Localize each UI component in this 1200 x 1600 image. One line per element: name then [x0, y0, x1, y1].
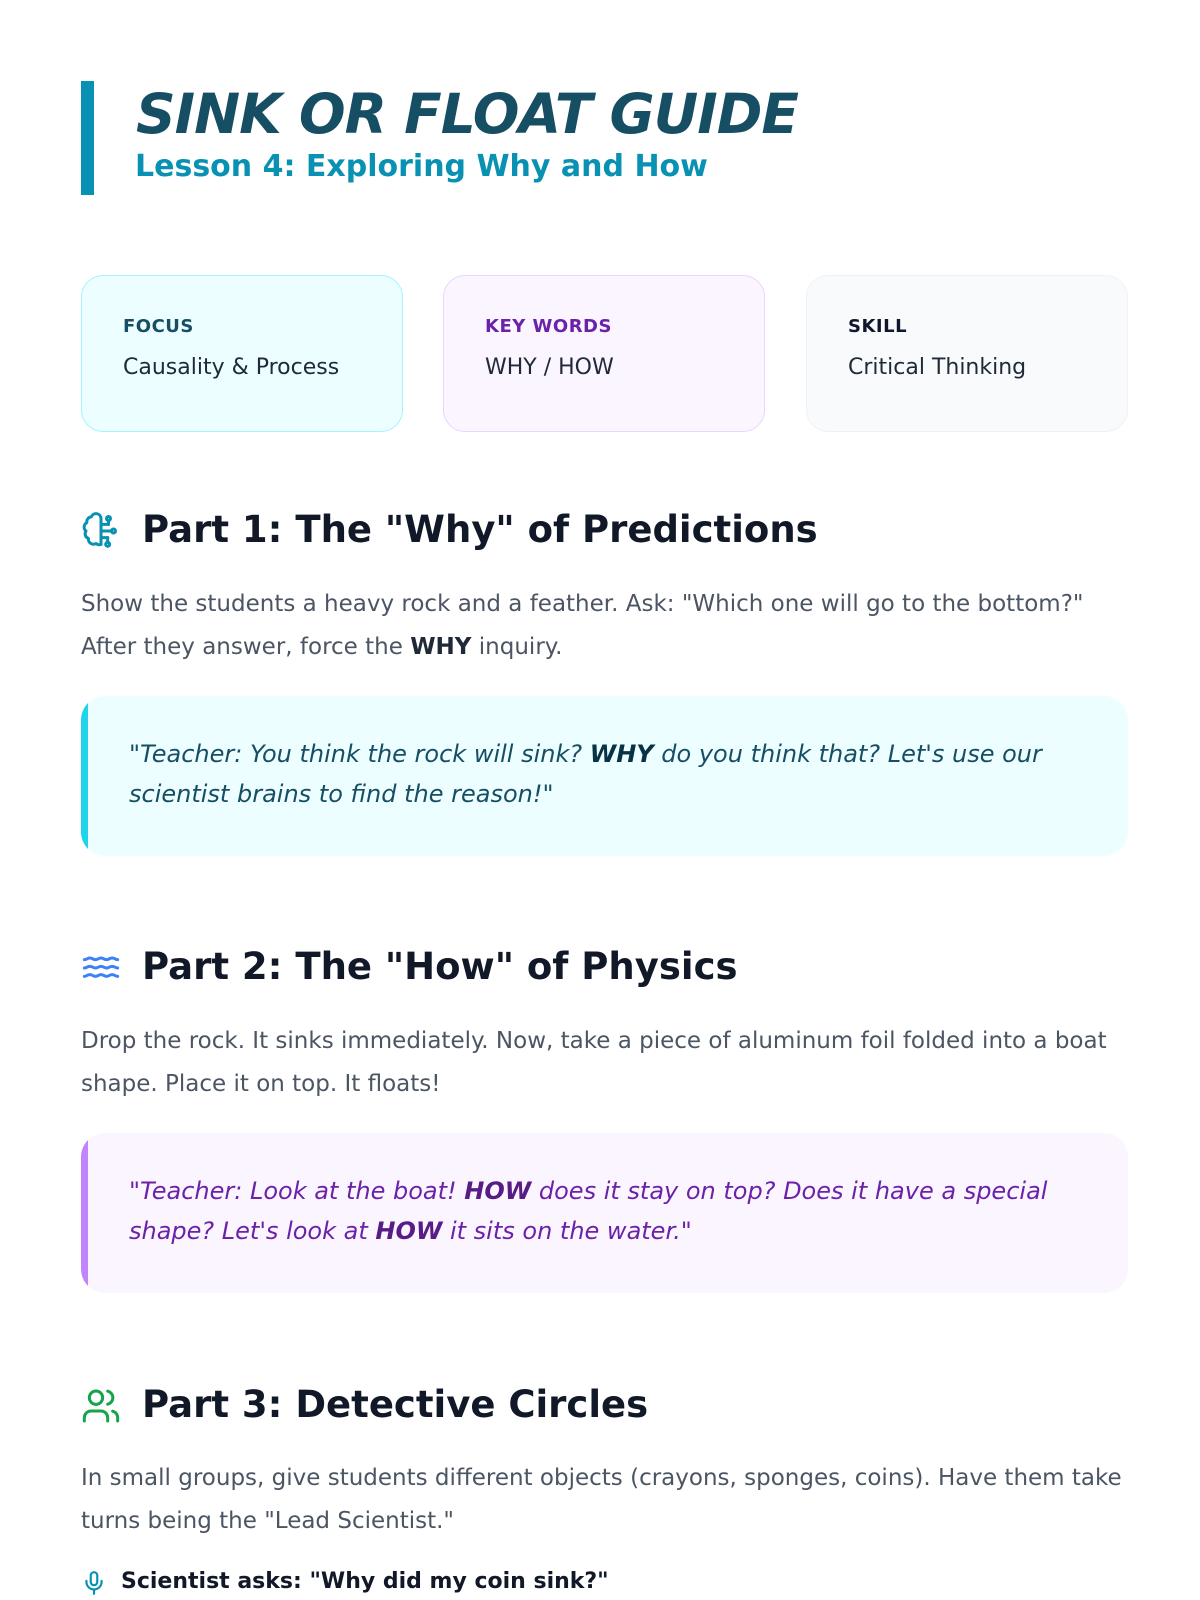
part2-quote-bold2: HOW	[375, 1217, 443, 1245]
page-title: SINK OR FLOAT GUIDE	[136, 82, 799, 146]
part1-text-bold: WHY	[410, 634, 472, 660]
scientist-ask-text: Scientist asks: "Why did my coin sink?"	[121, 1569, 609, 1594]
part1-title: Part 1: The "Why" of Predictions	[142, 508, 818, 551]
part2-teacher-quote	[81, 1133, 1128, 1293]
part3-heading	[81, 1380, 1131, 1430]
page-header	[81, 81, 981, 195]
part3-title: Part 3: Detective Circles	[142, 1383, 649, 1426]
part2-heading	[81, 942, 1131, 992]
part1-quote-bold: WHY	[589, 740, 654, 768]
part1-text-a: Show the students a heavy rock and a feather. Ask: "Which one will go to the bottom?" After they answer, force the	[81, 591, 1084, 660]
brain-icon	[81, 511, 121, 551]
scientist-ask	[81, 1565, 881, 1599]
part1-text-b: inquiry.	[471, 634, 563, 660]
waves-icon	[81, 948, 121, 988]
part1-teacher-quote	[81, 696, 1128, 856]
focus-card	[81, 275, 403, 432]
part1-heading	[81, 505, 1131, 555]
part2-quote-bold1: HOW	[464, 1177, 532, 1205]
page-subtitle: Lesson 4: Exploring Why and How	[135, 149, 708, 184]
key-words-value: WHY / HOW	[485, 355, 614, 380]
part1-text	[81, 583, 1136, 669]
part1-quote-a: "Teacher: You think the rock will sink?	[129, 740, 590, 768]
part2-text: Drop the rock. It sinks immediately. Now, take a piece of aluminum foil folded into a boat shape. Place it on top. It floats!	[81, 1028, 1107, 1097]
part2-quote-c: it sits on the water."	[442, 1217, 692, 1245]
part2-quote-a: "Teacher: Look at the boat!	[129, 1177, 465, 1205]
skill-card	[806, 275, 1128, 432]
part1-quote-b: do you think that? Let's use our scientist brains to find the reason!"	[129, 740, 1042, 808]
microphone-icon	[81, 1569, 107, 1597]
key-words-card	[443, 275, 765, 432]
header-accent-bar	[81, 81, 94, 195]
part2-quote-b: does it stay on top? Does it have a special shape? Let's look at	[129, 1177, 1048, 1245]
focus-value: Causality & Process	[123, 355, 340, 380]
skill-label: SKILL	[848, 316, 908, 337]
users-icon	[81, 1386, 121, 1426]
skill-value: Critical Thinking	[848, 355, 1027, 380]
part2-title: Part 2: The "How" of Physics	[142, 945, 738, 988]
key-words-label: KEY WORDS	[485, 316, 612, 337]
focus-label: FOCUS	[123, 316, 194, 337]
part3-text: In small groups, give students different objects (crayons, sponges, coins). Have them take turns being the "Lead Scientist."	[81, 1465, 1122, 1534]
